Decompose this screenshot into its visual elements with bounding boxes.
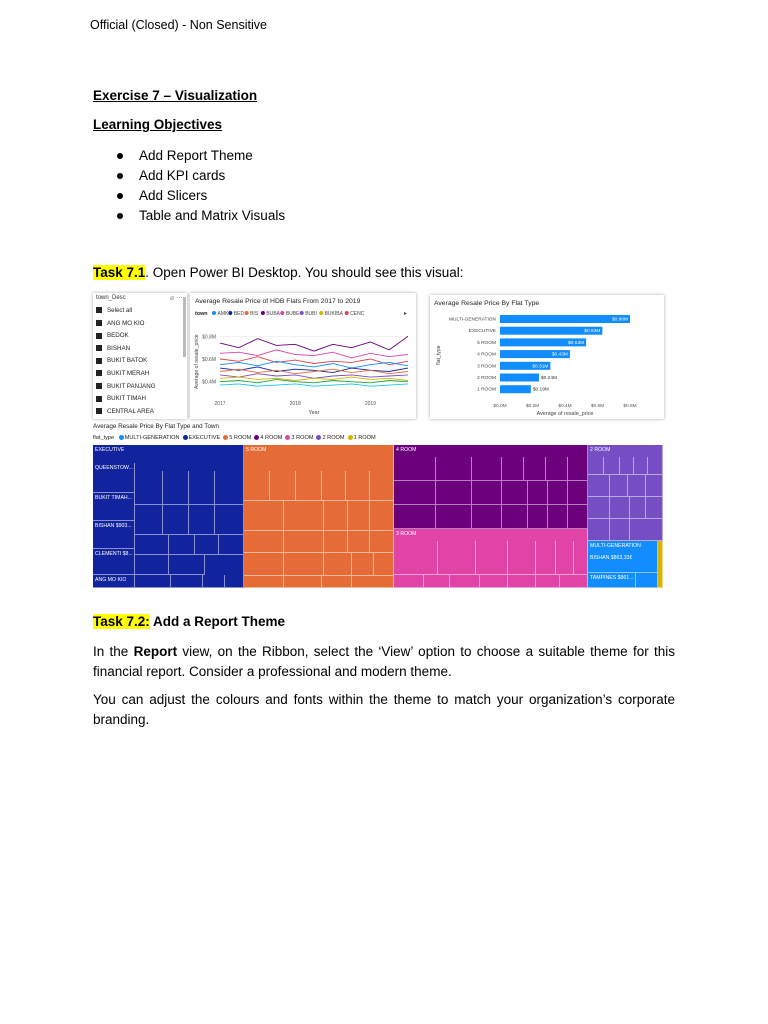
treemap-legend-item: EXECUTIVE [188, 435, 221, 441]
slicer-item-label: Select all [107, 307, 133, 314]
treemap-tile [588, 475, 610, 497]
task-7-2-line [93, 614, 285, 629]
treemap-label: BISHAN $903... [95, 523, 132, 529]
treemap-tile [436, 457, 472, 481]
treemap-tile [528, 481, 548, 505]
slicer-item-label: BEDOK [107, 332, 129, 340]
treemap-tile [171, 575, 203, 588]
bar-xlabel: Average of resale_price [536, 411, 594, 417]
line-legend-item: BUBA [266, 311, 281, 317]
treemap-tile [588, 553, 658, 573]
objective-item: Add KPI cards [115, 166, 285, 186]
line-series [220, 336, 408, 351]
treemap-tile [438, 541, 476, 575]
treemap-tile [189, 471, 215, 505]
bar [500, 374, 539, 382]
bar-data-label: $0.19M [532, 387, 549, 393]
legend-dot-icon [300, 311, 304, 315]
treemap-tile [472, 481, 502, 505]
line-series [220, 384, 408, 386]
slicer-list [96, 305, 156, 418]
treemap-tile [646, 475, 663, 497]
treemap-tile [163, 471, 189, 505]
treemap-tile [588, 519, 610, 541]
treemap-legend-item: 3 ROOM [291, 435, 314, 441]
bar-chart-title: Average Resale Price By Flat Type [434, 300, 540, 307]
bar-xtick: $0.4M [558, 404, 572, 409]
slicer-title: town_Desc [96, 295, 126, 301]
treemap-tile [322, 471, 346, 501]
bar [500, 315, 630, 323]
slicer-item-label: BUKIT PANJANG [107, 382, 156, 390]
bar-data-label: $0.80M [612, 317, 628, 323]
treemap-tile [476, 541, 508, 575]
treemap-tile [370, 501, 394, 531]
treemap-title: Average Resale Price By Flat Type and Town [93, 423, 220, 430]
bar-data-label: $0.24M [541, 376, 557, 381]
treemap-tile [169, 555, 205, 575]
checkbox-icon[interactable] [96, 358, 102, 364]
treemap-tile [588, 573, 636, 588]
bar [500, 385, 531, 393]
document-classification: Official (Closed) - Non Sensitive [90, 18, 267, 32]
bar-chart [430, 295, 664, 419]
slicer-item[interactable] [96, 368, 156, 381]
treemap-tile [169, 535, 195, 555]
treemap-tile [588, 497, 610, 519]
treemap-label: BUKIT TIMAH... [95, 495, 132, 501]
objective-item: Add Report Theme [115, 146, 285, 166]
slicer-item-label: ANG MO KIO [107, 319, 145, 327]
treemap-tile [244, 471, 270, 501]
slicer-item-label: CENTRAL AREA [107, 407, 154, 415]
bar-xtick: $0.6M [590, 404, 605, 409]
treemap-tile [568, 505, 588, 529]
treemap-tile [370, 471, 394, 501]
line-legend-item: CENC [350, 311, 365, 317]
line-xtick: 2019 [364, 401, 376, 407]
paragraph-text: In the [93, 644, 134, 659]
treemap-tile [556, 541, 574, 575]
treemap-tile [346, 471, 370, 501]
slicer-item-label: BISHAN [107, 344, 131, 352]
treemap-tile [648, 457, 663, 475]
legend-dot-icon [348, 435, 353, 440]
treemap-tile [548, 505, 568, 529]
line-legend-item: BED [233, 311, 245, 317]
treemap-tile [568, 481, 588, 505]
treemap-tile [348, 501, 370, 531]
treemap-label: MULTI-GENERATION [590, 543, 641, 549]
bar-category-label: MULTI-GENERATION [449, 317, 496, 323]
line-ytick: $0.6M [202, 357, 216, 363]
treemap-label: BISHAN $863,33€ [590, 555, 633, 561]
treemap-tile [628, 475, 646, 497]
treemap-tile [472, 505, 502, 529]
slicer-item[interactable] [96, 305, 156, 318]
line-xtick: 2018 [289, 401, 301, 407]
bar-data-label: $0.31M [532, 364, 549, 370]
treemap-legend-item: 4 ROOM [260, 435, 283, 441]
treemap-tile [219, 535, 244, 555]
bar-category-label: 1 ROOM [477, 387, 496, 393]
treemap-tile [135, 555, 169, 575]
slicer-item-label: BUKIT BATOK [107, 357, 148, 365]
treemap-tile [93, 549, 135, 575]
treemap-tile [348, 531, 370, 553]
task-7-2-paragraph-2: You can adjust the colours and fonts within the theme to match your organization’s corporate branding. [93, 692, 675, 727]
treemap-tile [424, 575, 450, 588]
treemap-tile [560, 575, 588, 588]
treemap-tile [524, 457, 546, 481]
legend-dot-icon [245, 311, 249, 315]
legend-dot-icon [212, 311, 216, 315]
treemap-tile [610, 475, 628, 497]
legend-dot-icon [183, 435, 188, 440]
bar-category-label: 4 ROOM [477, 352, 496, 358]
bar-ylabel: flat_type [436, 345, 442, 365]
treemap-legend [93, 435, 376, 441]
bar-data-label: $0.53M [568, 340, 585, 346]
treemap-tile [634, 457, 648, 475]
slicer-item[interactable] [96, 355, 156, 368]
treemap-tile [322, 576, 352, 588]
treemap-tile [536, 541, 556, 575]
treemap-tile [374, 553, 394, 576]
treemap-tile [394, 457, 436, 481]
treemap-tile [215, 471, 244, 505]
treemap-tile-1-room [658, 541, 663, 588]
bar-xtick: $0.8M [623, 404, 637, 409]
bar-chart-panel [430, 295, 664, 419]
checkbox-icon[interactable] [96, 320, 102, 326]
treemap-label: 2 ROOM [590, 447, 611, 453]
treemap-tile [568, 457, 588, 481]
slicer-eraser-icon: ⌀ ⋯ [169, 295, 183, 302]
treemap-label: EXECUTIVE [95, 447, 125, 453]
task-7-1-line [93, 265, 463, 280]
treemap-tile [528, 505, 548, 529]
treemap-label: ANG MO KIO [95, 577, 127, 583]
slicer-item[interactable] [96, 330, 156, 343]
treemap-tile [588, 457, 604, 475]
legend-dot-icon [280, 311, 284, 315]
treemap-label: 4 ROOM [396, 447, 417, 453]
treemap-tile [195, 535, 219, 555]
treemap-tile [394, 481, 436, 505]
treemap-tile [450, 575, 480, 588]
legend-dot-icon [285, 435, 290, 440]
treemap-tile [436, 481, 472, 505]
treemap-tile [244, 553, 284, 576]
treemap-tile [502, 481, 528, 505]
bar-xtick: $0.2M [525, 404, 540, 409]
treemap-label: 5 ROOM [246, 447, 267, 453]
checkbox-icon[interactable] [96, 408, 102, 414]
treemap-tile [546, 457, 568, 481]
treemap-tile [135, 471, 163, 505]
line-xtick: 2017 [214, 401, 226, 407]
treemap-tile [604, 457, 620, 475]
treemap-legend-item: 2 ROOM [322, 435, 345, 441]
treemap-tile [436, 505, 472, 529]
treemap-tile [394, 505, 436, 529]
treemap-label: QUEENSTOW... [95, 465, 133, 471]
checkbox-icon[interactable] [96, 383, 102, 389]
treemap-tile [93, 575, 135, 588]
treemap-tile [630, 497, 646, 519]
treemap-tile [324, 553, 352, 576]
slicer-scrollbar [183, 297, 186, 357]
checkbox-icon[interactable] [96, 345, 102, 351]
treemap-label: TAMPINES $861... [590, 575, 634, 581]
treemap-label: CLEMENTI $8... [95, 551, 133, 557]
treemap-tile [284, 531, 324, 553]
line-legend-item: AMK [217, 311, 229, 317]
treemap-tile [324, 501, 348, 531]
powerbi-visual-screenshot [93, 293, 663, 589]
line-legend-item: BUBE [285, 311, 300, 317]
treemap-tile [244, 531, 284, 553]
bar-data-label: $0.63M [584, 329, 601, 335]
line-xlabel: Year [308, 410, 320, 416]
objectives-list [115, 146, 285, 226]
treemap-tile [508, 575, 536, 588]
paragraph-bold-report: Report [133, 644, 178, 659]
task-7-2-label: Task 7.2: [93, 614, 150, 629]
slicer-item[interactable] [96, 343, 156, 356]
treemap-label: 3 ROOM [396, 531, 417, 537]
treemap-tile [93, 521, 135, 549]
treemap-tile [296, 471, 322, 501]
treemap-tile [135, 535, 169, 555]
line-legend-label: town [195, 311, 208, 317]
treemap-tile [93, 463, 135, 493]
treemap-legend-item: MULTI-GENERATION [124, 435, 180, 441]
treemap-tile [163, 505, 189, 535]
treemap-tile [352, 576, 394, 588]
legend-dot-icon [345, 311, 349, 315]
bar-category-label: 2 ROOM [477, 376, 496, 381]
legend-dot-icon [316, 435, 321, 440]
treemap-legend-label: flat_type [93, 435, 115, 441]
slicer-item[interactable] [96, 381, 156, 394]
legend-dot-icon [261, 311, 265, 315]
line-chart [190, 293, 416, 419]
line-chart-panel [190, 293, 416, 419]
treemap-tile [502, 505, 528, 529]
treemap-tile [646, 497, 663, 519]
slicer-item[interactable] [96, 318, 156, 331]
exercise-title: Exercise 7 – Visualization [93, 88, 258, 103]
treemap-tile [502, 457, 524, 481]
treemap-tile [189, 505, 215, 535]
line-legend-item: BIS [250, 311, 259, 317]
objectives-heading: Learning Objectives [93, 117, 223, 132]
treemap-tile [324, 531, 348, 553]
town-slicer [93, 293, 187, 419]
treemap-tile [135, 505, 163, 535]
treemap-tile [620, 457, 634, 475]
checkbox-icon[interactable] [96, 307, 102, 313]
treemap-tile [270, 471, 296, 501]
checkbox-icon[interactable] [96, 333, 102, 339]
treemap-tile [394, 575, 424, 588]
treemap-tile [636, 573, 658, 588]
treemap-tile [630, 519, 663, 541]
line-legend-item: BUBI [305, 311, 317, 317]
bar-data-label: $0.43M [551, 352, 568, 358]
legend-dot-icon [319, 311, 323, 315]
legend-dot-icon [254, 435, 259, 440]
task-7-2-title: Add a Report Theme [149, 614, 286, 629]
treemap-tile [574, 541, 588, 575]
treemap-tile [284, 501, 324, 531]
checkbox-icon[interactable] [96, 370, 102, 376]
treemap-tile [203, 575, 225, 588]
treemap-tile [135, 575, 171, 588]
bar-category-label: EXECUTIVE [468, 329, 496, 335]
bar-xtick: $0.0M [493, 404, 507, 409]
objective-item: Table and Matrix Visuals [115, 206, 285, 226]
legend-dot-icon [119, 435, 124, 440]
legend-dot-icon [223, 435, 228, 440]
bar-category-label: 3 ROOM [477, 364, 496, 370]
treemap-tile [610, 497, 630, 519]
checkbox-icon[interactable] [96, 396, 102, 402]
treemap-tile [548, 481, 568, 505]
treemap-tile [244, 576, 284, 588]
line-ytick: $0.4M [202, 379, 216, 386]
legend-next-icon: ▸ [404, 311, 408, 317]
treemap-tile [352, 553, 374, 576]
treemap-legend-item: 1 ROOM [353, 435, 376, 441]
task-7-1-label: Task 7.1 [93, 265, 146, 280]
line-series [220, 377, 408, 380]
treemap-tile [244, 501, 284, 531]
line-series [220, 379, 408, 382]
line-ytick: $0.8M [202, 334, 216, 341]
slicer-item[interactable] [96, 393, 156, 406]
treemap-legend-item: 5 ROOM [229, 435, 252, 441]
treemap-tile [284, 553, 324, 576]
treemap-tile [284, 576, 322, 588]
slicer-item-label: BUKIT TIMAH [107, 395, 146, 403]
task-7-1-text: . Open Power BI Desktop. You should see this visual: [145, 265, 464, 280]
treemap-tile [610, 519, 630, 541]
bar-category-label: 5 ROOM [477, 340, 496, 346]
treemap-tile [93, 493, 135, 521]
treemap-tile [472, 457, 502, 481]
line-ylabel: Average of resale_price [194, 334, 200, 389]
paragraph-text: view, on the Ribbon, select the ‘View’ option to choose a suitable theme for this financial report. Consider a professional and modern theme. [93, 644, 676, 679]
task-7-2-paragraph-1 [93, 642, 675, 681]
treemap-tile [215, 505, 244, 535]
treemap-tile [370, 531, 394, 553]
treemap-tile [508, 541, 536, 575]
line-legend-item: BUKIBA [324, 311, 343, 317]
treemap-tile [536, 575, 560, 588]
line-chart-title: Average Resale Price of HDB Flats From 2017 to 2019 [195, 298, 361, 305]
objective-item: Add Slicers [115, 186, 285, 206]
treemap-tile [480, 575, 508, 588]
slicer-item[interactable] [96, 406, 156, 419]
legend-dot-icon [228, 311, 232, 315]
line-series [220, 374, 408, 379]
slicer-item-label: BUKIT MERAH [107, 369, 150, 377]
treemap [93, 445, 663, 588]
treemap-tile [394, 541, 438, 575]
treemap-tile [225, 575, 244, 588]
